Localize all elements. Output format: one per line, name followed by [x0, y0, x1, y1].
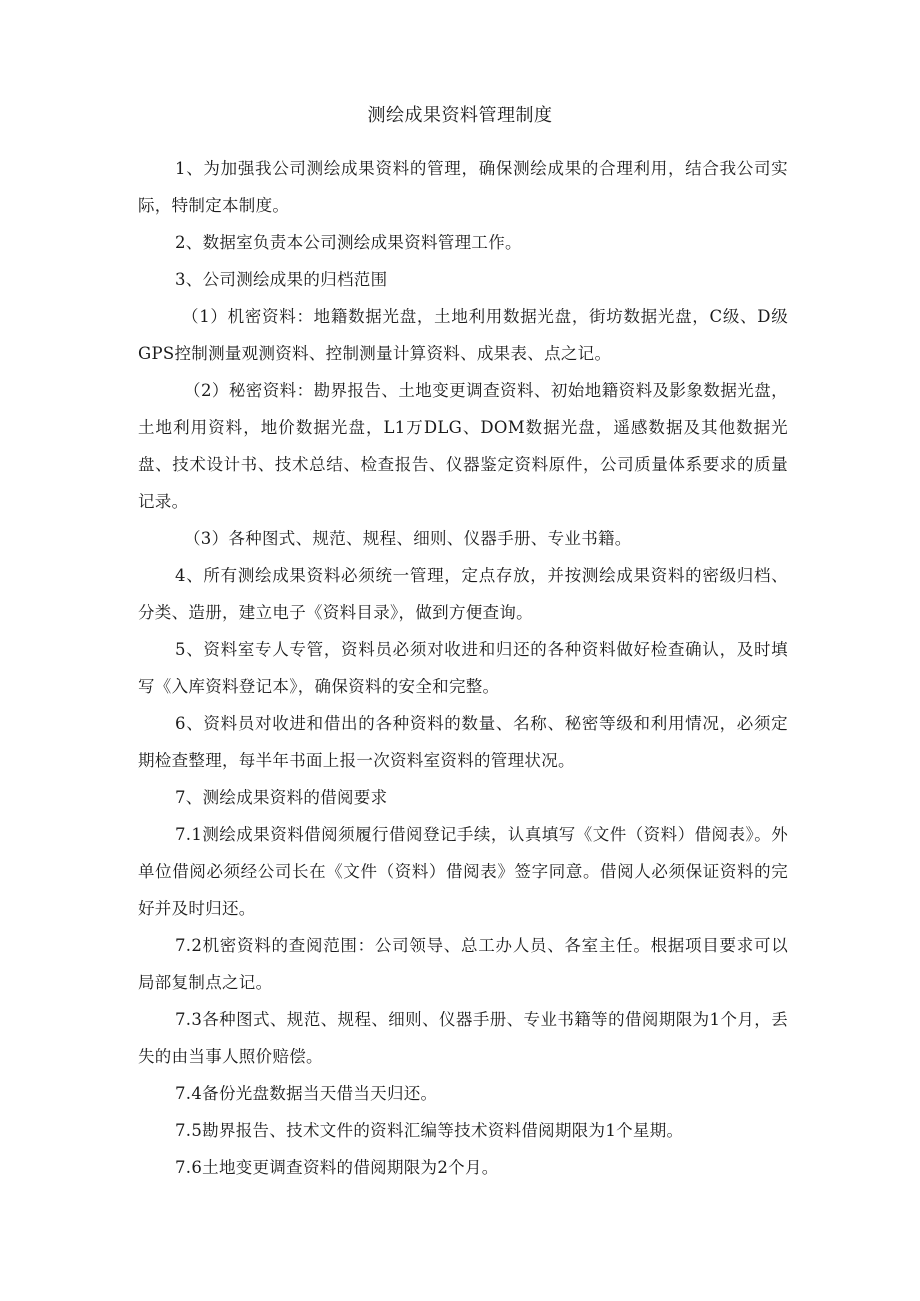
paragraph-3-3: （3）各种图式、规范、规程、细则、仪器手册、专业书籍。 — [184, 529, 632, 548]
paragraph-7-2: 7.2机密资料的查阅范围：公司领导、总工办人员、各室主任。根据项目要求可以局部复制点之记。 — [138, 936, 788, 992]
paragraph-7-5: 7.5勘界报告、技术文件的资料汇编等技术资料借阅期限为1个星期。 — [175, 1121, 684, 1140]
paragraph-5: 5、资料室专人专管，资料员必须对收进和归还的各种资料做好检查确认，及时填写《入库资料登记本》，确保资料的安全和完整。 — [138, 640, 788, 696]
paragraph-4: 4、所有测绘成果资料必须统一管理，定点存放，并按测绘成果资料的密级归档、分类、造册，建立电子《资料目录》，做到方便查询。 — [138, 566, 788, 622]
paragraph-7: 7、测绘成果资料的借阅要求 — [175, 788, 388, 807]
document-title: 测绘成果资料管理制度 — [367, 105, 553, 126]
document-body — [138, 150, 788, 1186]
paragraph-7-1: 7.1测绘成果资料借阅须履行借阅登记手续，认真填写《文件（资料）借阅表》。外单位借阅必须经公司长在《文件（资料）借阅表》签字同意。借阅人必须保证资料的完好并及时归还。 — [138, 825, 788, 918]
paragraph-2: 2、数据室负责本公司测绘成果资料管理工作。 — [175, 233, 522, 252]
paragraph-1: 1、为加强我公司测绘成果资料的管理，确保测绘成果的合理利用，结合我公司实际，特制定本制度。 — [138, 159, 788, 215]
paragraph-3-1: （1）机密资料：地籍数据光盘，土地利用数据光盘，街坊数据光盘，C级、D级GPS控制测量观测资料、控制测量计算资料、成果表、点之记。 — [138, 307, 788, 363]
paragraph-3-2: （2）秘密资料：勘界报告、土地变更调查资料、初始地籍资料及影象数据光盘，土地利用资料，地价数据光盘，L1万DLG、DOM数据光盘，遥感数据及其他数据光盘、技术设计书、技术总结、检查报告、仪器鉴定资料原件，公司质量体系要求的质量记录。 — [138, 381, 788, 511]
paragraph-7-6: 7.6土地变更调查资料的借阅期限为2个月。 — [175, 1158, 499, 1177]
paragraph-3: 3、公司测绘成果的归档范围 — [175, 270, 388, 289]
paragraph-7-4: 7.4备份光盘数据当天借当天归还。 — [175, 1084, 438, 1103]
paragraph-6: 6、资料员对收进和借出的各种资料的数量、名称、秘密等级和利用情况，必须定期检查整理，每半年书面上报一次资料室资料的管理状况。 — [138, 714, 788, 770]
paragraph-7-3: 7.3各种图式、规范、规程、细则、仪器手册、专业书籍等的借阅期限为1个月，丢失的由当事人照价赔偿。 — [138, 1010, 788, 1066]
